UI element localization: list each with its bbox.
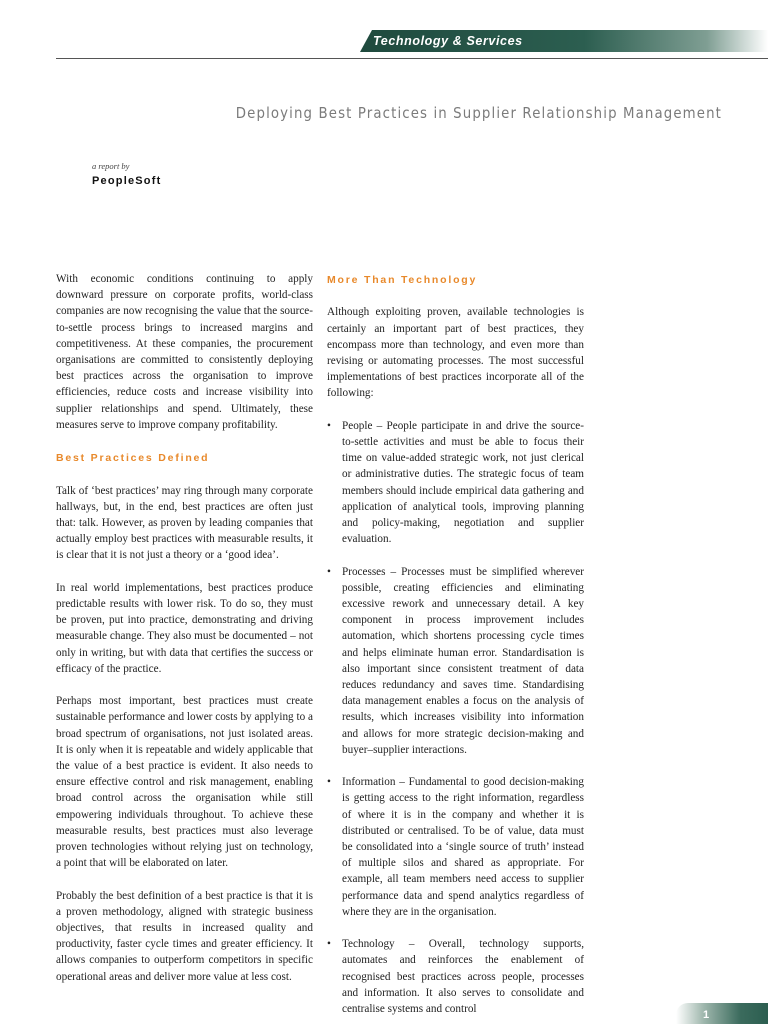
right-column — [327, 271, 584, 1033]
page-number: 1 — [702, 1009, 710, 1021]
bullet-people: • People – People participate in and drive the source-to-settle activities and must be able to focus their time on value-added strategic work, not just clerical or administrative duties. The strategic focus of team members should include empirical data gathering and application of analytical tools, improving planning and policy-making, negotiation and supplier evaluation. — [327, 418, 584, 548]
bullet-processes: • Processes – Processes must be simplified wherever possible, creating efficiencies and eliminating excessive rework and unnecessary detail. A key component in process improvement includes automation, which shortens processing cycle times and helps eliminate human error. Standardisation is also important since consistent treatment of data reduces redundancy and saves time. Standardising data management enables a focus on the analysis of results, which increases visibility into information and allows for more strategic decision-making and buyer–supplier interactions. — [327, 564, 584, 758]
intro-paragraph: With economic conditions continuing to apply downward pressure on corporate profits, world-class companies are now recognising the value that the source-to-settle process brings to increased margins and competitiveness. At these companies, the procurement organisations are committed to consistently deploying best practices across the organisation to improve efficiencies, reduce costs and increase visibility into supplier relationships and spend. Ultimately, these measures serve to improve company profitability. — [56, 273, 313, 431]
byline-author: PeopleSoft — [92, 175, 162, 187]
byline-prefix: a report by — [92, 161, 130, 171]
page-title: Deploying Best Practices in Supplier Relationship Management — [235, 104, 722, 122]
bullet-information: • Information – Fundamental to good decision-making is getting access to the right information, regardless of where it is in the company and whether it is distributed or centralised. To be of value, data must be consolidated into a ‘single source of truth’ instead of multiple silos and shared as appropriate. For example, all team members need access to supplier performance data and spend analytics regardless of where they are in the organisation. — [327, 774, 584, 920]
bullet-technology: • Technology – Overall, technology supports, automates and reinforces the enablement of recognised best practices across people, processes and information. It also serves to consolidate and centralise systems and control — [327, 936, 584, 1017]
paragraph: Talk of ‘best practices’ may ring through many corporate hallways, but, in the end, best practices are often just that: talk. However, as proven by leading companies that actually employ best practices with measurable results, it is clear that it is not just a theory or a ‘good idea’. — [56, 484, 313, 562]
section-heading-best-practices: Best Practices Defined — [56, 452, 210, 465]
footer-seal — [676, 1003, 768, 1024]
bullet-list — [327, 418, 584, 1017]
section-label: Technology & Services — [373, 34, 523, 48]
section-heading-more-than-technology: More Than Technology — [327, 274, 478, 286]
intro-paragraph: Although exploiting proven, available technologies is certainly an important part of best practices, they encompass more than technology, and even more than revising or automating processes. The most successful implementations of best practices incorporate all of the following: — [327, 306, 584, 400]
paragraph: Perhaps most important, best practices must create sustainable performance and lower costs by applying to a broad spectrum of organisations, not just isolated areas. It is only when it is repeatable and widely applicable that the value of a best practice is evident. It also needs to ensure effective control and risk management, enabling broad control across the organisation while still empowering individuals throughout. To achieve these measurable results, best practices must also leverage proven technologies without relying just on technology, a point that will be elaborated on later. — [56, 695, 313, 870]
paragraph: Probably the best definition of a best practice is that it is a proven methodology, aligned with strategic business objectives, that results in increased quality and productivity, faster cycle times and greater efficiency. It allows companies to outperform competitors in specific operational areas and deliver more value at less cost. — [56, 889, 313, 983]
left-column — [56, 271, 313, 1001]
paragraph: In real world implementations, best practices produce predictable results with lower risk. To do so, they must be proven, put into practice, demonstrating and driving measurable change. They also must be documented – not only in writing, but with data that certifies the success or efficacy of the practice. — [56, 581, 313, 675]
header-divider — [56, 58, 768, 59]
